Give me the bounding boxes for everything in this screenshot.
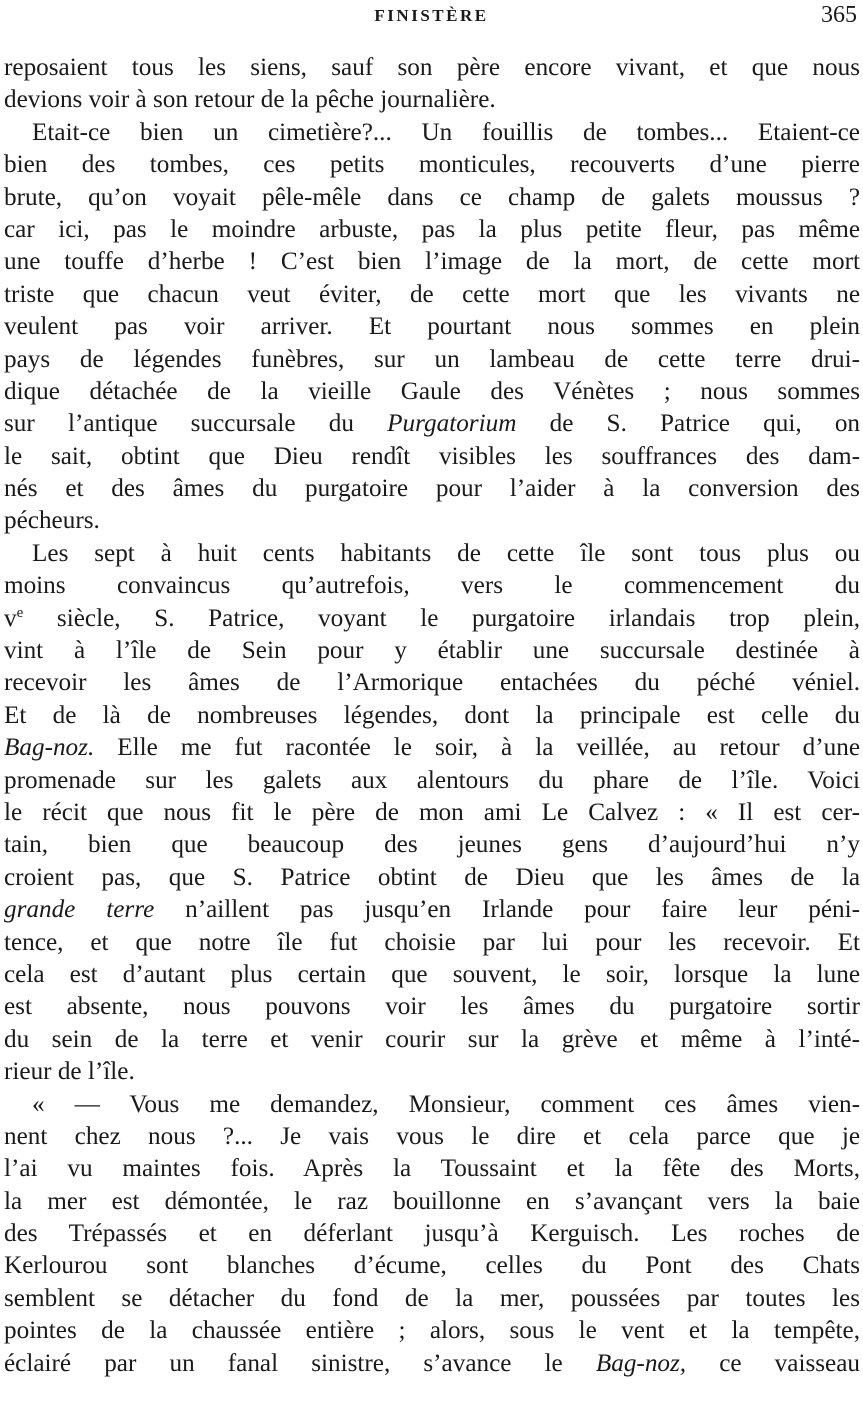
text-line: tain, bien que beaucoup des jeunes gens d’aujourd’hui n’y	[4, 831, 860, 859]
text-line: moins convaincus qu’autrefois, vers le commencement du	[4, 572, 860, 600]
text-line	[4, 1348, 860, 1380]
text-run: de S. Patrice qui, on	[549, 410, 860, 438]
text-line: promenade sur les galets aux alentours du phare de l’île. Voici	[4, 766, 860, 794]
italic-term: Bag-noz,	[595, 1349, 687, 1377]
text-line: cela est d’autant plus certain que souvent, le soir, lorsque la lune	[4, 960, 860, 988]
page-number: 365	[821, 2, 857, 28]
text-line: semblent se détacher du fond de la mer, poussées par toutes les	[4, 1284, 860, 1312]
text-line: reposaient tous les siens, sauf son père encore vivant, et que nous	[4, 54, 860, 81]
text-line: veulent pas voir arriver. Et pourtant nous sommes en plein	[4, 313, 860, 341]
italic-term: Purgatorium	[387, 410, 517, 438]
text-run: siècle, S. Patrice, voyant le purgatoire irlandais trop plein,	[56, 604, 860, 632]
text-line: le récit que nous fit le père de mon ami Le Calvez : « Il est cer-	[4, 798, 860, 826]
text-line: Etait-ce bien un cimetière?... Un fouillis de tombes... Etaient-ce	[32, 118, 860, 146]
text-line	[4, 603, 860, 635]
text-line: une touffe d’herbe ! C’est bien l’image de la mort, de cette mort	[4, 248, 860, 276]
page-header	[0, 2, 863, 30]
text-line: l’ai vu maintes fois. Après la Toussaint et la fête des Morts,	[4, 1155, 860, 1183]
text-line	[4, 894, 860, 926]
text-line: devions voir à son retour de la pêche journalière.	[4, 86, 496, 114]
century-numeral: v	[4, 604, 17, 632]
text-line: Et de là de nombreuses légendes, dont la principale est celle du	[4, 701, 860, 729]
text-line: bien des tombes, ces petits monticules, recouverts d’une pierre	[4, 151, 860, 179]
text-line: du sein de la terre et venir courir sur la grève et même à l’inté-	[4, 1025, 860, 1053]
text-line: recevoir les âmes de l’Armorique entachées du péché véniel.	[4, 669, 860, 697]
text-line: « — Vous me demandez, Monsieur, comment ces âmes vien-	[32, 1090, 860, 1118]
text-run: ce vaisseau	[719, 1349, 860, 1377]
text-line: des Trépassés et en déferlant jusqu’à Kerguisch. Les roches de	[4, 1220, 860, 1248]
text-line	[4, 408, 860, 440]
text-line: car ici, pas le moindre arbuste, pas la plus petite fleur, pas même	[4, 215, 860, 243]
text-line: tence, et que notre île fut choisie par lui pour les recevoir. Et	[4, 928, 860, 956]
text-line: croient pas, que S. Patrice obtint de Dieu que les âmes de la	[4, 863, 860, 891]
text-line: pécheurs.	[4, 507, 100, 535]
text-run: n’aillent pas jusqu’en Irlande pour faire leur péni-	[185, 896, 860, 924]
text-line: rieur de l’île.	[4, 1058, 135, 1086]
text-line: dique détachée de la vieille Gaule des Vénètes ; nous sommes	[4, 377, 860, 405]
text-line: pointes de la chaussée entière ; alors, sous le vent et la tempête,	[4, 1317, 860, 1345]
text-line: nent chez nous ?... Je vais vous le dire et cela parce que je	[4, 1122, 860, 1150]
text-run: Elle me fut racontée le soir, à la veillée, au retour d’une	[117, 734, 860, 762]
text-line: Kerlourou sont blanches d’écume, celles du Pont des Chats	[4, 1252, 860, 1280]
text-line: Les sept à huit cents habitants de cette île sont tous plus ou	[32, 539, 860, 567]
text-line: le sait, obtint que Dieu rendît visibles les souffrances des dam-	[4, 442, 860, 470]
italic-term: Bag-noz.	[4, 734, 95, 762]
text-run: éclairé par un fanal sinistre, s’avance le	[4, 1349, 563, 1377]
text-line: triste que chacun veut éviter, de cette mort que les vivants ne	[4, 280, 860, 308]
text-line	[4, 732, 860, 764]
italic-term: grande terre	[4, 896, 155, 924]
text-run: sur l’antique succursale du	[4, 410, 354, 438]
body-text	[4, 52, 860, 1380]
text-line: est absente, nous pouvons voir les âmes du purgatoire sortir	[4, 993, 860, 1021]
text-line: pays de légendes funèbres, sur un lambeau de cette terre drui-	[4, 345, 860, 373]
text-line: brute, qu’on voyait pêle-mêle dans ce champ de galets moussus ?	[4, 183, 860, 211]
text-line: nés et des âmes du purgatoire pour l’aider à la conversion des	[4, 475, 860, 503]
text-line: la mer est démontée, le raz bouillonne en s’avançant vers la baie	[4, 1187, 860, 1215]
superscript: e	[16, 604, 24, 621]
text-line: vint à l’île de Sein pour y établir une succursale destinée à	[4, 637, 860, 665]
running-title: FINISTÈRE	[374, 6, 489, 25]
